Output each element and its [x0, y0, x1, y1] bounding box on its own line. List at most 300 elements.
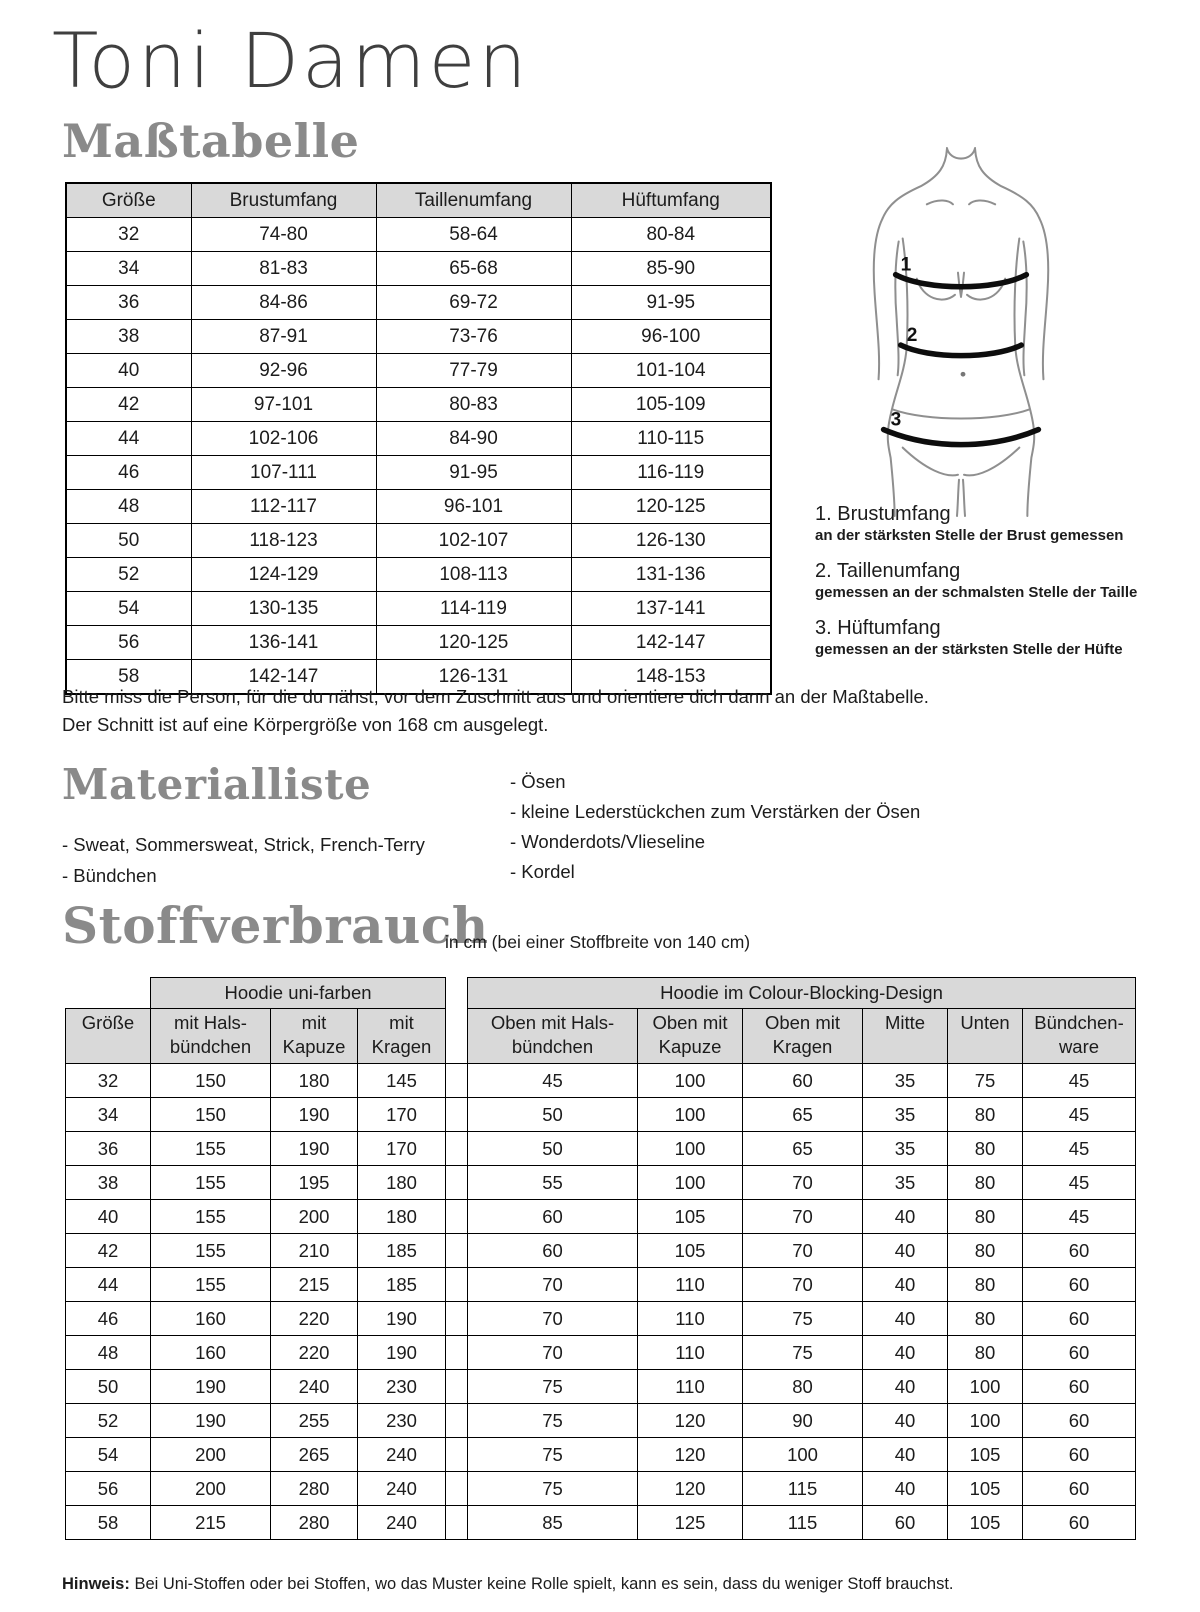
table-cell: 101-104 — [571, 354, 771, 388]
table-cell: 87-91 — [191, 320, 376, 354]
column-header: mit Kragen — [358, 1009, 446, 1064]
table-cell: 36 — [66, 286, 191, 320]
table-cell: 42 — [66, 1234, 151, 1268]
table-cell: 60 — [743, 1064, 863, 1098]
table-cell: 45 — [1023, 1132, 1136, 1166]
table-cell: 58 — [66, 660, 191, 695]
table-cell: 60 — [1023, 1472, 1136, 1506]
table-cell: 46 — [66, 456, 191, 490]
table-row — [66, 422, 771, 456]
table-cell — [446, 1336, 468, 1370]
table-row — [66, 218, 771, 252]
bust-label: 1 — [900, 254, 912, 276]
table-cell: 40 — [863, 1200, 948, 1234]
table-cell: 40 — [863, 1302, 948, 1336]
table-cell: 155 — [151, 1234, 271, 1268]
table-cell: 100 — [638, 1098, 743, 1132]
material-item: - kleine Lederstückchen zum Verstärken der Ösen — [510, 801, 921, 822]
table-cell: 215 — [151, 1506, 271, 1540]
table-cell: 100 — [743, 1438, 863, 1472]
table-cell: 50 — [468, 1132, 638, 1166]
table-cell: 100 — [948, 1404, 1023, 1438]
measuring-note-line2: Der Schnitt ist auf eine Körpergröße von 168 cm ausgelegt. — [62, 714, 549, 735]
table-row — [66, 490, 771, 524]
column-header: Bündchen-ware — [1023, 1009, 1136, 1064]
group-header-colourblocking: Hoodie im Colour-Blocking-Design — [468, 978, 1136, 1009]
gap-cell — [446, 978, 468, 1009]
table-cell: 75 — [468, 1438, 638, 1472]
table-cell: 280 — [271, 1506, 358, 1540]
table-row — [66, 1200, 1136, 1234]
table-row — [66, 1166, 1136, 1200]
material-list-left — [62, 829, 425, 891]
table-cell: 36 — [66, 1132, 151, 1166]
table-cell: 120 — [638, 1472, 743, 1506]
table-cell: 70 — [743, 1166, 863, 1200]
table-cell: 131-136 — [571, 558, 771, 592]
table-row — [66, 626, 771, 660]
table-row — [66, 286, 771, 320]
table-cell: 75 — [948, 1064, 1023, 1098]
material-item: - Bündchen — [62, 865, 157, 886]
bust-measure-line — [896, 275, 1027, 287]
table-row — [66, 388, 771, 422]
masstabelle-table — [65, 182, 772, 695]
table-cell: 34 — [66, 1098, 151, 1132]
material-item: - Kordel — [510, 861, 575, 882]
table-cell: 142-147 — [191, 660, 376, 695]
table-cell: 75 — [468, 1472, 638, 1506]
column-header: Größe — [66, 1009, 151, 1064]
table-cell: 80-83 — [376, 388, 571, 422]
column-header: Unten — [948, 1009, 1023, 1064]
table-cell: 58-64 — [376, 218, 571, 252]
table-cell: 34 — [66, 252, 191, 286]
table-cell: 142-147 — [571, 626, 771, 660]
table-cell: 148-153 — [571, 660, 771, 695]
table-cell: 45 — [1023, 1098, 1136, 1132]
table-cell: 35 — [863, 1166, 948, 1200]
table-row — [66, 320, 771, 354]
table-cell: 44 — [66, 1268, 151, 1302]
material-item: - Wonderdots/Vlieseline — [510, 831, 706, 852]
table-cell: 80 — [948, 1132, 1023, 1166]
table-cell: 255 — [271, 1404, 358, 1438]
torso-outline — [874, 148, 1048, 516]
table-cell: 56 — [66, 626, 191, 660]
table-cell: 65-68 — [376, 252, 571, 286]
table-cell: 112-117 — [191, 490, 376, 524]
table-cell: 38 — [66, 320, 191, 354]
table-cell: 80 — [948, 1098, 1023, 1132]
table-cell: 60 — [1023, 1506, 1136, 1540]
table-cell: 40 — [863, 1234, 948, 1268]
group-header-row — [66, 978, 1136, 1009]
table-cell: 110-115 — [571, 422, 771, 456]
table-cell: 65 — [743, 1132, 863, 1166]
table-cell: 74-80 — [191, 218, 376, 252]
column-header: mit Hals-bündchen — [151, 1009, 271, 1064]
table-row — [66, 524, 771, 558]
table-cell: 56 — [66, 1472, 151, 1506]
table-row — [66, 1098, 1136, 1132]
footer-note — [62, 1575, 954, 1594]
body-outline-illustration — [850, 146, 1072, 518]
table-cell: 97-101 — [191, 388, 376, 422]
column-header: Taillenumfang — [376, 183, 571, 218]
table-cell: 75 — [468, 1370, 638, 1404]
table-row — [66, 1302, 1136, 1336]
table-cell: 80 — [948, 1336, 1023, 1370]
table-cell: 60 — [863, 1506, 948, 1540]
legend-item — [815, 502, 1200, 545]
table-cell: 155 — [151, 1166, 271, 1200]
table-row — [66, 456, 771, 490]
table-cell: 124-129 — [191, 558, 376, 592]
table-cell: 45 — [1023, 1166, 1136, 1200]
table-cell: 60 — [1023, 1268, 1136, 1302]
table-cell: 44 — [66, 422, 191, 456]
body-measurement-diagram — [850, 146, 1072, 518]
table-cell: 195 — [271, 1166, 358, 1200]
table-cell: 91-95 — [376, 456, 571, 490]
table-cell: 54 — [66, 592, 191, 626]
table-cell: 70 — [743, 1268, 863, 1302]
table-cell — [446, 1234, 468, 1268]
column-header: Oben mit Hals-bündchen — [468, 1009, 638, 1064]
table-cell — [446, 1302, 468, 1336]
table-cell: 107-111 — [191, 456, 376, 490]
table-cell: 150 — [151, 1098, 271, 1132]
table-cell: 220 — [271, 1336, 358, 1370]
table-cell: 55 — [468, 1166, 638, 1200]
table-cell: 54 — [66, 1438, 151, 1472]
legend-title: 2. Taillenumfang — [815, 560, 961, 582]
table-cell: 60 — [1023, 1302, 1136, 1336]
table-cell: 48 — [66, 490, 191, 524]
table-cell: 32 — [66, 218, 191, 252]
table-row — [66, 1132, 1136, 1166]
table-cell: 240 — [271, 1370, 358, 1404]
table-cell: 60 — [468, 1200, 638, 1234]
table-row — [66, 1268, 1136, 1302]
table-cell: 105 — [948, 1472, 1023, 1506]
table-cell: 110 — [638, 1302, 743, 1336]
measuring-note — [62, 683, 1152, 739]
table-cell: 120 — [638, 1404, 743, 1438]
stoffverbrauch-subtitle: in cm (bei einer Stoffbreite von 140 cm) — [445, 932, 751, 952]
table-cell: 32 — [66, 1064, 151, 1098]
table-cell: 155 — [151, 1200, 271, 1234]
table-row — [66, 1370, 1136, 1404]
table-cell: 110 — [638, 1370, 743, 1404]
table-cell: 80 — [948, 1302, 1023, 1336]
table-cell: 52 — [66, 1404, 151, 1438]
table-cell: 65 — [743, 1098, 863, 1132]
column-header: Mitte — [863, 1009, 948, 1064]
table-cell: 91-95 — [571, 286, 771, 320]
table-cell: 137-141 — [571, 592, 771, 626]
table-cell: 116-119 — [571, 456, 771, 490]
table-cell: 265 — [271, 1438, 358, 1472]
table-cell: 200 — [271, 1200, 358, 1234]
table-cell: 105 — [948, 1438, 1023, 1472]
table-cell: 110 — [638, 1336, 743, 1370]
table-cell: 80 — [948, 1166, 1023, 1200]
table-cell: 92-96 — [191, 354, 376, 388]
table-cell — [446, 1404, 468, 1438]
table-cell: 80 — [743, 1370, 863, 1404]
table-cell: 180 — [358, 1166, 446, 1200]
table-cell: 105-109 — [571, 388, 771, 422]
table-cell: 126-130 — [571, 524, 771, 558]
masstabelle-header-row — [66, 183, 771, 218]
table-cell: 70 — [743, 1200, 863, 1234]
table-cell: 230 — [358, 1370, 446, 1404]
table-cell: 60 — [1023, 1336, 1136, 1370]
table-cell: 105 — [948, 1506, 1023, 1540]
table-cell: 120-125 — [571, 490, 771, 524]
table-cell: 185 — [358, 1268, 446, 1302]
table-cell — [446, 1132, 468, 1166]
table-cell: 100 — [948, 1370, 1023, 1404]
table-cell — [446, 1506, 468, 1540]
table-cell: 40 — [66, 1200, 151, 1234]
table-cell: 114-119 — [376, 592, 571, 626]
table-cell: 170 — [358, 1132, 446, 1166]
table-cell: 190 — [151, 1370, 271, 1404]
stoffverbrauch-heading: Stoffverbrauch — [62, 896, 489, 955]
table-cell: 50 — [66, 1370, 151, 1404]
waist-label: 2 — [906, 325, 918, 347]
table-cell: 100 — [638, 1132, 743, 1166]
table-row — [66, 1404, 1136, 1438]
table-cell: 90 — [743, 1404, 863, 1438]
table-cell: 69-72 — [376, 286, 571, 320]
legend-title: 1. Brustumfang — [815, 503, 951, 525]
table-cell: 60 — [1023, 1404, 1136, 1438]
table-cell: 60 — [1023, 1370, 1136, 1404]
waist-measure-line — [901, 345, 1022, 356]
table-cell: 35 — [863, 1064, 948, 1098]
legend-description: gemessen an der stärksten Stelle der Hüfte — [815, 641, 1123, 658]
table-cell — [446, 1438, 468, 1472]
table-cell: 40 — [863, 1370, 948, 1404]
table-cell: 85-90 — [571, 252, 771, 286]
table-cell: 75 — [743, 1336, 863, 1370]
table-cell: 130-135 — [191, 592, 376, 626]
stoffverbrauch-table — [65, 977, 1136, 1540]
legend-item — [815, 559, 1200, 602]
table-cell: 75 — [743, 1302, 863, 1336]
table-cell: 125 — [638, 1506, 743, 1540]
table-cell: 50 — [66, 524, 191, 558]
table-cell — [446, 1268, 468, 1302]
table-cell: 190 — [271, 1132, 358, 1166]
material-item: - Ösen — [510, 771, 566, 792]
blank-cell — [66, 978, 151, 1009]
table-cell: 200 — [151, 1472, 271, 1506]
navel-dot — [961, 372, 966, 377]
table-cell: 126-131 — [376, 660, 571, 695]
table-cell — [446, 1370, 468, 1404]
table-cell: 115 — [743, 1506, 863, 1540]
table-cell: 185 — [358, 1234, 446, 1268]
table-cell: 220 — [271, 1302, 358, 1336]
column-header: Oben mit Kapuze — [638, 1009, 743, 1064]
table-cell: 50 — [468, 1098, 638, 1132]
table-cell: 70 — [468, 1302, 638, 1336]
table-cell: 40 — [863, 1438, 948, 1472]
table-cell: 75 — [468, 1404, 638, 1438]
table-cell: 215 — [271, 1268, 358, 1302]
table-cell: 100 — [638, 1166, 743, 1200]
table-cell: 40 — [863, 1404, 948, 1438]
legend-description: gemessen an der schmalsten Stelle der Taille — [815, 584, 1138, 601]
table-cell: 58 — [66, 1506, 151, 1540]
measurement-legend — [815, 502, 1200, 673]
table-cell: 110 — [638, 1268, 743, 1302]
table-cell — [446, 1166, 468, 1200]
materialliste-heading: Materialliste — [62, 760, 372, 809]
hip-label: 3 — [890, 409, 902, 431]
table-cell: 150 — [151, 1064, 271, 1098]
material-item: - Sweat, Sommersweat, Strick, French-Terry — [62, 834, 425, 855]
table-row — [66, 1438, 1136, 1472]
table-cell: 118-123 — [191, 524, 376, 558]
table-row — [66, 354, 771, 388]
table-cell — [446, 1472, 468, 1506]
table-cell: 240 — [358, 1438, 446, 1472]
table-cell: 70 — [468, 1268, 638, 1302]
table-cell: 96-101 — [376, 490, 571, 524]
table-cell: 48 — [66, 1336, 151, 1370]
table-cell: 35 — [863, 1132, 948, 1166]
table-cell: 45 — [468, 1064, 638, 1098]
table-cell: 42 — [66, 388, 191, 422]
measuring-note-line1: Bitte miss die Person, für die du nähst, vor dem Zuschnitt aus und orientiere dich dann an der Maßtabelle. — [62, 686, 929, 707]
table-cell: 77-79 — [376, 354, 571, 388]
table-cell: 190 — [151, 1404, 271, 1438]
table-cell: 45 — [1023, 1200, 1136, 1234]
table-cell: 115 — [743, 1472, 863, 1506]
table-cell: 145 — [358, 1064, 446, 1098]
table-cell: 73-76 — [376, 320, 571, 354]
table-cell: 40 — [863, 1336, 948, 1370]
table-cell — [446, 1200, 468, 1234]
table-cell: 108-113 — [376, 558, 571, 592]
table-row — [66, 252, 771, 286]
gap-cell — [446, 1009, 468, 1064]
column-header: mit Kapuze — [271, 1009, 358, 1064]
table-row — [66, 1472, 1136, 1506]
table-cell: 60 — [1023, 1438, 1136, 1472]
table-cell: 240 — [358, 1506, 446, 1540]
table-cell: 160 — [151, 1302, 271, 1336]
table-cell: 170 — [358, 1098, 446, 1132]
table-cell: 105 — [638, 1234, 743, 1268]
masstabelle-heading: Maßtabelle — [62, 114, 360, 168]
group-header-uni: Hoodie uni-farben — [151, 978, 446, 1009]
table-cell: 190 — [358, 1336, 446, 1370]
legend-title: 3. Hüftumfang — [815, 617, 941, 639]
table-cell: 102-107 — [376, 524, 571, 558]
table-cell: 70 — [743, 1234, 863, 1268]
table-cell: 240 — [358, 1472, 446, 1506]
table-cell: 40 — [863, 1472, 948, 1506]
column-header: Oben mit Kragen — [743, 1009, 863, 1064]
table-row — [66, 1506, 1136, 1540]
table-cell: 80 — [948, 1200, 1023, 1234]
table-cell: 60 — [468, 1234, 638, 1268]
table-cell: 80-84 — [571, 218, 771, 252]
table-cell: 102-106 — [191, 422, 376, 456]
table-row — [66, 1064, 1136, 1098]
table-row — [66, 1336, 1136, 1370]
footer-note-label: Hinweis: — [62, 1575, 130, 1593]
table-cell: 155 — [151, 1132, 271, 1166]
table-row — [66, 592, 771, 626]
table-cell: 52 — [66, 558, 191, 592]
table-cell: 200 — [151, 1438, 271, 1472]
table-cell: 180 — [358, 1200, 446, 1234]
table-cell — [446, 1064, 468, 1098]
table-cell: 280 — [271, 1472, 358, 1506]
table-cell — [446, 1098, 468, 1132]
table-cell: 120-125 — [376, 626, 571, 660]
column-header: Brustumfang — [191, 183, 376, 218]
table-row — [66, 1234, 1136, 1268]
table-cell: 155 — [151, 1268, 271, 1302]
table-cell: 85 — [468, 1506, 638, 1540]
table-cell: 70 — [468, 1336, 638, 1370]
table-cell: 96-100 — [571, 320, 771, 354]
column-header-row — [66, 1009, 1136, 1064]
column-header: Hüftumfang — [571, 183, 771, 218]
table-cell: 230 — [358, 1404, 446, 1438]
material-list-right — [510, 767, 920, 887]
footer-note-text: Bei Uni-Stoffen oder bei Stoffen, wo das Muster keine Rolle spielt, kann es sein, dass du weniger Stoff brauchst. — [129, 1575, 954, 1593]
table-cell: 40 — [66, 354, 191, 388]
table-cell: 105 — [638, 1200, 743, 1234]
hip-measure-line — [884, 430, 1039, 445]
table-cell: 40 — [863, 1268, 948, 1302]
page-title: Toni Damen — [52, 16, 530, 105]
legend-description: an der stärksten Stelle der Brust gemessen — [815, 527, 1124, 544]
table-cell: 80 — [948, 1234, 1023, 1268]
table-cell: 100 — [638, 1064, 743, 1098]
table-cell: 84-86 — [191, 286, 376, 320]
table-cell: 45 — [1023, 1064, 1136, 1098]
table-cell: 136-141 — [191, 626, 376, 660]
column-header: Größe — [66, 183, 191, 218]
table-cell: 210 — [271, 1234, 358, 1268]
table-cell: 81-83 — [191, 252, 376, 286]
table-cell: 84-90 — [376, 422, 571, 456]
table-cell: 180 — [271, 1064, 358, 1098]
table-cell: 160 — [151, 1336, 271, 1370]
table-cell: 80 — [948, 1268, 1023, 1302]
table-cell: 46 — [66, 1302, 151, 1336]
table-cell: 60 — [1023, 1234, 1136, 1268]
legend-item — [815, 616, 1200, 659]
table-cell: 190 — [358, 1302, 446, 1336]
table-cell: 120 — [638, 1438, 743, 1472]
table-row — [66, 558, 771, 592]
table-cell: 35 — [863, 1098, 948, 1132]
table-cell: 38 — [66, 1166, 151, 1200]
table-cell: 190 — [271, 1098, 358, 1132]
